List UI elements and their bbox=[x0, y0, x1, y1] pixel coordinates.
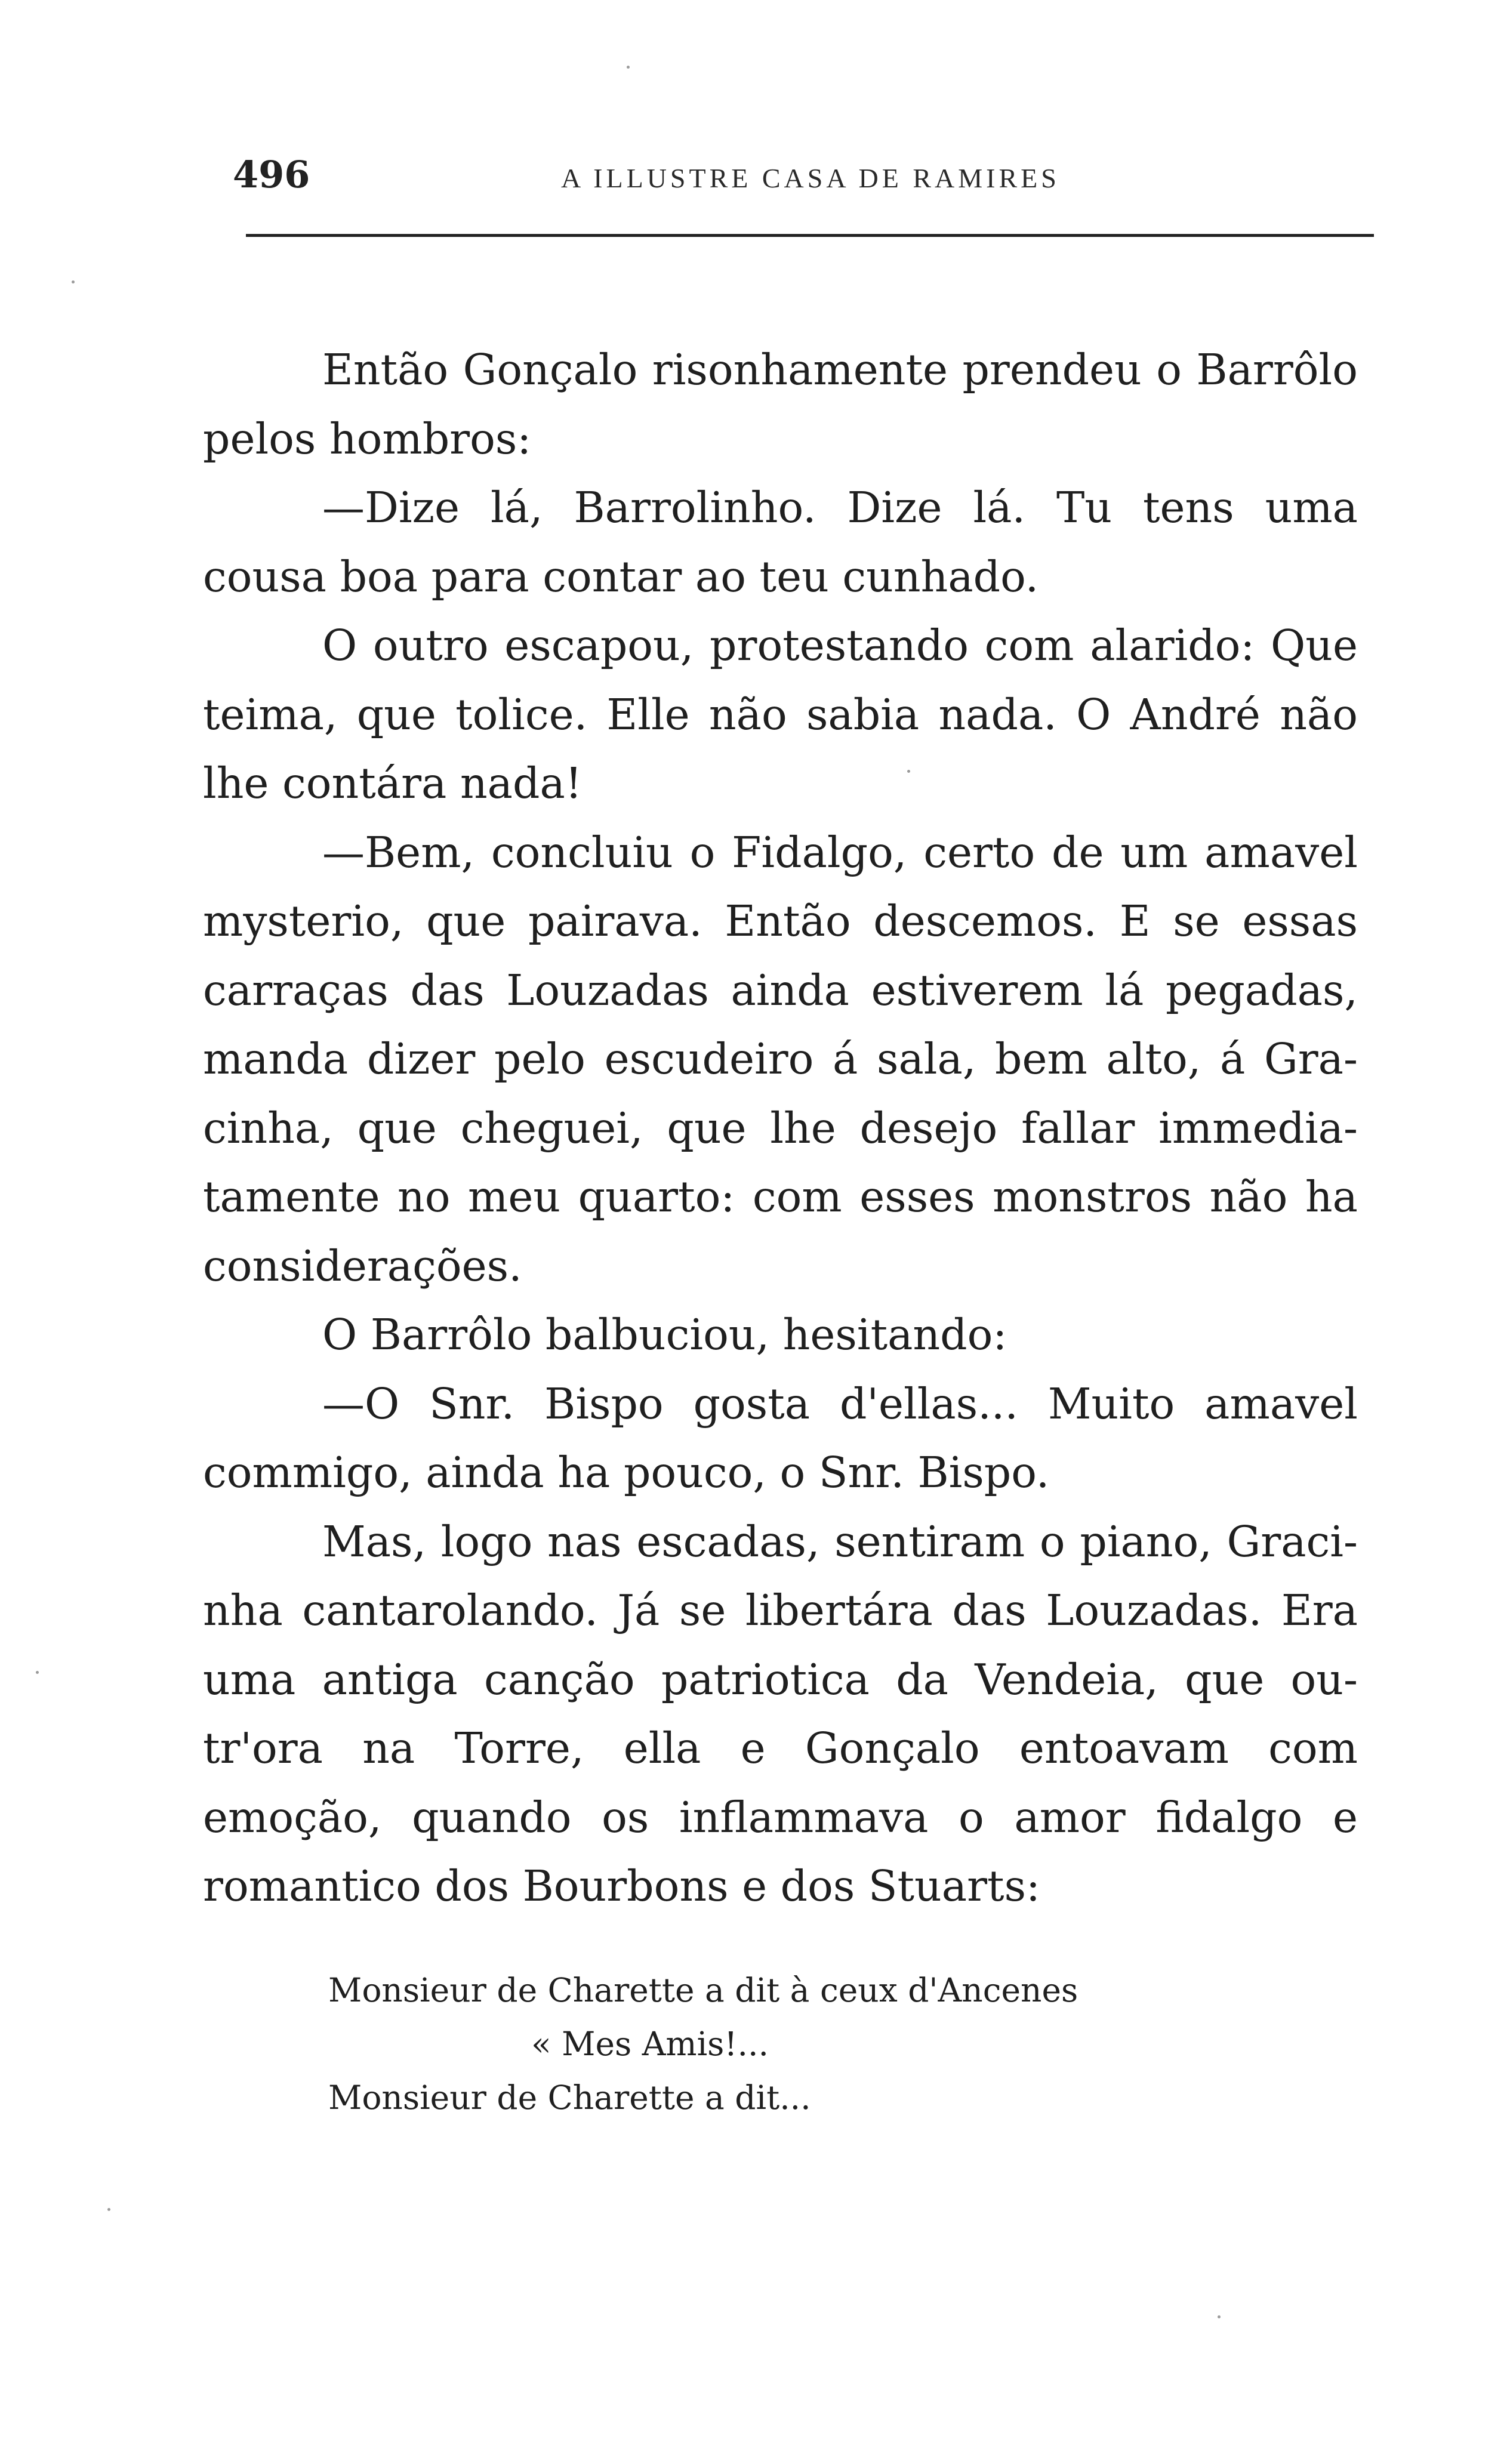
page-header bbox=[227, 143, 1373, 203]
paper-speck bbox=[907, 770, 910, 773]
body-text bbox=[203, 335, 1358, 1921]
paragraph: Mas, logo nas escadas, sentiram o piano, Graci-nha cantarolando. Já se libertára das Louzadas. Era uma antiga canção patriotica da Vendeia, que ou-tr'ora na Torre, ella e Gonçalo entoavam com emoção, quando os inflammava o amor fidalgo e romantico dos Bourbons e dos Stuarts: bbox=[203, 1516, 1358, 1911]
song-verse bbox=[328, 1963, 1283, 2124]
paragraph: O outro escapou, protestando com alarido: Que teima, que tolice. Elle não sabia nada. O André não lhe contára nada! bbox=[203, 621, 1358, 808]
paper-speck bbox=[107, 2208, 110, 2211]
paragraph: O Barrôlo balbuciou, hesitando: bbox=[322, 1310, 1007, 1359]
page-number: 496 bbox=[233, 153, 310, 196]
paragraph: Então Gonçalo risonhamente prendeu o Barrôlo pelos hombros: bbox=[203, 345, 1358, 464]
verse-line: Monsieur de Charette a dit... bbox=[328, 2078, 811, 2117]
paragraph: —Dize lá, Barrolinho. Dize lá. Tu tens uma cousa boa para contar ao teu cunhado. bbox=[203, 483, 1358, 602]
paper-speck bbox=[627, 66, 630, 69]
verse-line: Monsieur de Charette a dit à ceux d'Ancenes bbox=[328, 1971, 1078, 2009]
paragraph: —Bem, concluiu o Fidalgo, certo de um amavel mysterio, que pairava. Então descemos. E se essas carraças das Louzadas ainda estiverem lá pegadas, manda dizer pelo escudeiro á sala, bem alto, á Gra-cinha, que cheguei, que lhe desejo fallar immedia-tamente no meu quarto: com esses monstros não ha considerações. bbox=[203, 827, 1358, 1291]
paper-speck bbox=[1218, 2315, 1221, 2318]
paper-speck bbox=[36, 1671, 39, 1674]
paragraph: —O Snr. Bispo gosta d'ellas... Muito amavel commigo, ainda ha pouco, o Snr. Bispo. bbox=[203, 1379, 1358, 1497]
verse-line: « Mes Amis!... bbox=[531, 2025, 769, 2063]
header-rule bbox=[246, 234, 1374, 237]
paper-speck bbox=[72, 280, 75, 283]
running-title: A ILLUSTRE CASA DE RAMIRES bbox=[561, 163, 1060, 193]
